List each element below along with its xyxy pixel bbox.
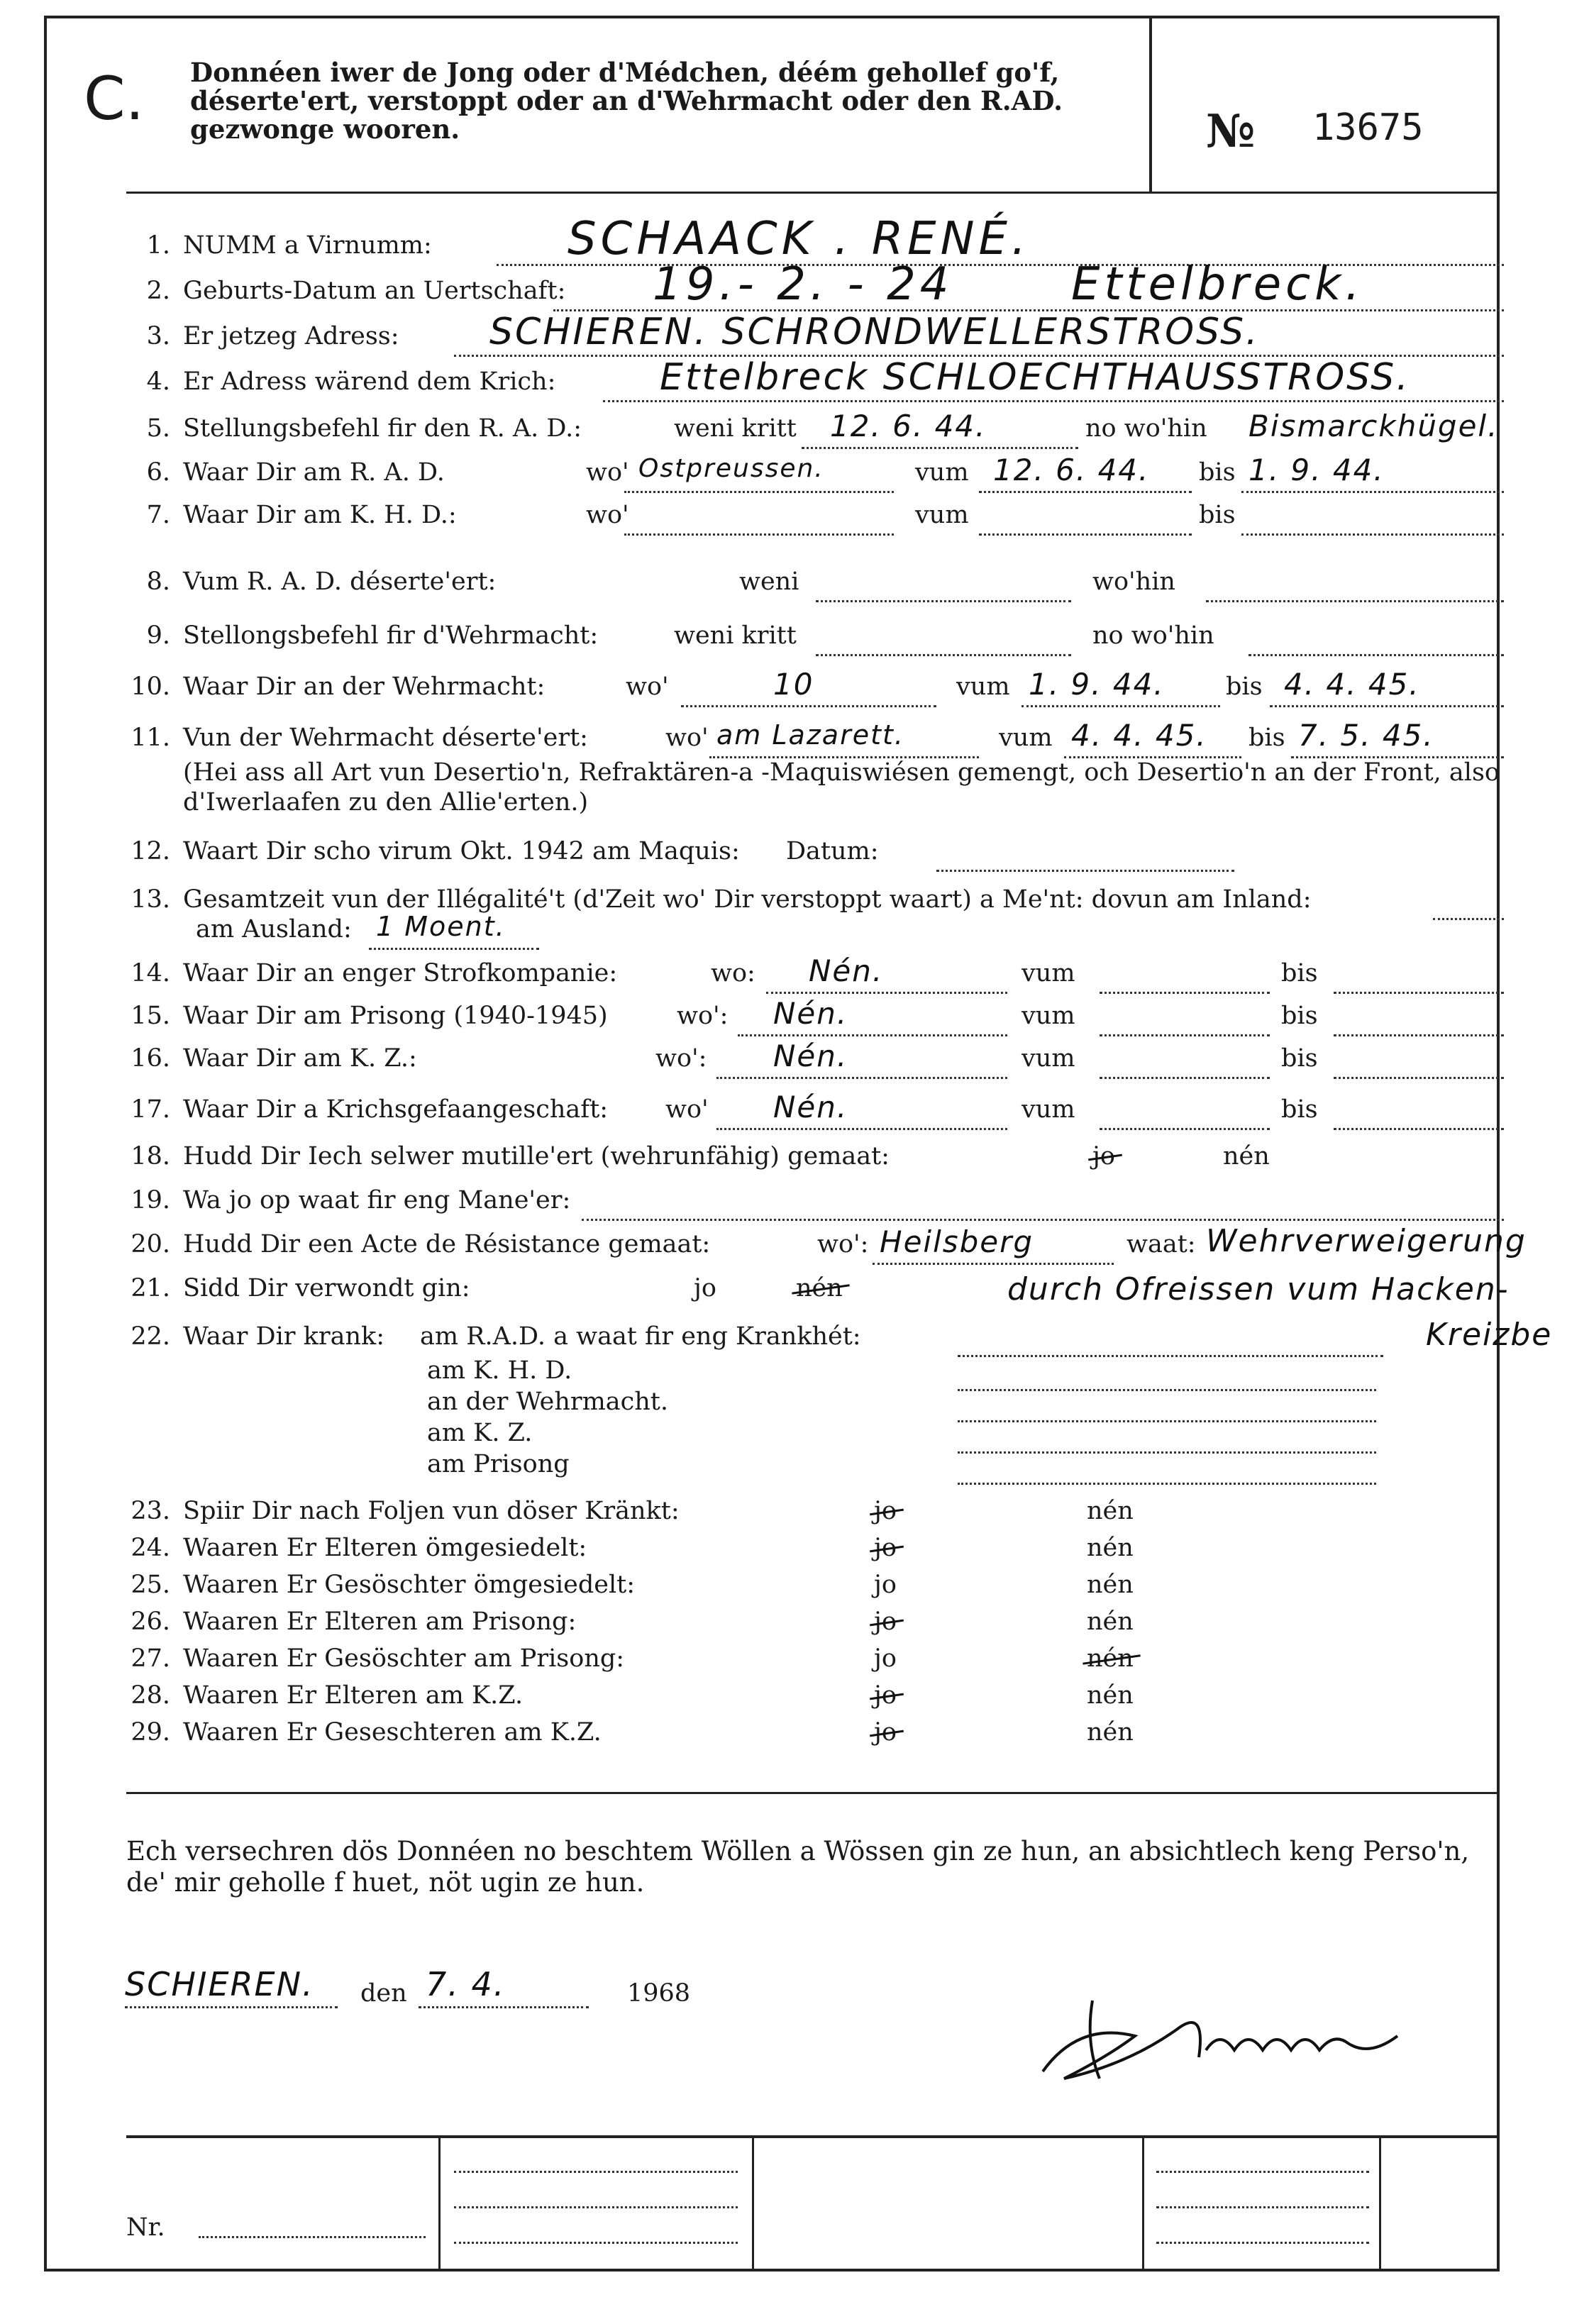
form-row-2: 2. Geburts-Datum an Uertschaft: 19.- 2. - 24 Ettelbreck. [0, 277, 1589, 319]
form-row-6: 6. Waar Dir am R. A. D. wo' Ostpreussen. vum 12. 6. 44. bis 1. 9. 44. [0, 458, 1589, 501]
date-handwriting: 7. 4. [426, 1965, 506, 2003]
form-row-12: 12. Waart Dir scho virum Okt. 1942 am Maquis: Datum: [0, 837, 1589, 880]
sick-sub-kz: am K. Z. [427, 1419, 533, 1447]
jo-crossed: jo [1092, 1142, 1115, 1171]
form-row-3: 3. Er jetzeg Adress: SCHIEREN. SCHRONDWELLERSTROSS. [0, 322, 1589, 365]
form-row-18: 18. Hudd Dir Iech selwer mutille'ert (wehrunfähig) gemaat: jo nén [131, 1142, 1270, 1171]
form-row-13b: am Ausland: 1 Moent. [0, 915, 1589, 958]
form-row-7: 7. Waar Dir am K. H. D.: wo' vum bis [0, 501, 1589, 543]
form-row-5: 5. Stellungsbefehl fir den R. A. D.: weni kritt 12. 6. 44. no wo'hin Bismarckhügel. [0, 414, 1589, 457]
form-row-17: 17. Waar Dir a Krichsgefaangeschaft: wo' Nén. vum bis [0, 1095, 1589, 1138]
nen-crossed: nén [796, 1274, 843, 1302]
declaration-rule [126, 1792, 1500, 1794]
nr-table-top [126, 2135, 1500, 2138]
form-row-10: 10. Waar Dir an der Wehrmacht: wo' 10 vum 1. 9. 44. bis 4. 4. 45. [0, 673, 1589, 715]
place-handwriting: SCHIEREN. [125, 1965, 314, 2003]
form-row-29: 29. Waaren Er Geseschteren am K.Z. jo nén [131, 1718, 1134, 1747]
year-label: 1968 [627, 1979, 691, 2008]
form-row-21: 21. Sidd Dir verwondt gin: jo nén durch Ofreissen vum Hacken- Kreizbe [131, 1271, 1553, 1353]
form-row-1: 1. NUMM a Virnumm: SCHAACK . RENÉ. [0, 231, 1589, 274]
signature-image [1022, 1979, 1419, 2093]
declaration-text: Ech versechren dös Donnéen no beschtem Wöllen a Wössen gin ze hun, an absichtlech keng Perso'n, de' mir geholle f huet, nöt ugin ze hun. [126, 1836, 1470, 1898]
form-row-11: 11. Vun der Wehrmacht déserte'ert: wo' am Lazarett. vum 4. 4. 45. bis 7. 5. 45. [0, 724, 1589, 766]
form-row-23: 23. Spiir Dir nach Foljen vun döser Kränkt: jo nén [131, 1497, 1134, 1525]
section-letter: C. [84, 64, 145, 133]
header-divider [1149, 16, 1152, 193]
form-row-25: 25. Waaren Er Gesöschter ömgesiedelt: jo nén [131, 1571, 1134, 1599]
den-label: den [360, 1979, 407, 2008]
form-row-8: 8. Vum R. A. D. déserte'ert: weni wo'hin [0, 568, 1589, 610]
address-handwriting: SCHIEREN. SCHRONDWELLERSTROSS. [489, 311, 1260, 353]
form-row-26: 26. Waaren Er Elteren am Prisong: jo nén [131, 1608, 1134, 1636]
form-number: 13675 [1312, 106, 1424, 149]
form-row-27: 27. Waaren Er Gesöschter am Prisong: jo nén [131, 1644, 1134, 1673]
number-sign: № [1206, 105, 1256, 158]
name-handwriting: SCHAACK . RENÉ. [568, 213, 1031, 265]
sick-sub-wehrmacht: an der Wehrmacht. [427, 1388, 669, 1416]
form-row-13: 13. Gesamtzeit vun der Illégalité't (d'Zeit wo' Dir verstoppt waart) a Me'nt: dovun am Inland: [0, 885, 1589, 928]
form-row-20: 20. Hudd Dir een Acte de Résistance gemaat: wo': Heilsberg waat: Wehrverweigerung [0, 1230, 1589, 1273]
form-row-16: 16. Waar Dir am K. Z.: wo': Nén. vum bis [0, 1044, 1589, 1087]
sick-sub-prisong: am Prisong [427, 1450, 570, 1478]
form-title: Donnéen iwer de Jong oder d'Médchen, déém gehollef go'f, déserte'ert, verstoppt oder an d'Wehrmacht oder den R.AD. gezwonge wooren. [190, 57, 1063, 145]
form-row-9: 9. Stellongsbefehl fir d'Wehrmacht: weni kritt no wo'hin [0, 621, 1589, 664]
sick-sub-khd: am K. H. D. [427, 1356, 572, 1385]
form-row-14: 14. Waar Dir an enger Strofkompanie: wo: Nén. vum bis [0, 959, 1589, 1002]
form-row-19: 19. Wa jo op waat fir eng Mane'er: [0, 1186, 1589, 1229]
wartime-address-handwriting: Ettelbreck SCHLOECHTHAUSSTROSS. [660, 356, 1410, 399]
form-row-4: 4. Er Adress wärend dem Krich: Ettelbreck SCHLOECHTHAUSSTROSS. [0, 367, 1589, 410]
form-row-24: 24. Waaren Er Elteren ömgesiedelt: jo nén [131, 1534, 1134, 1562]
form-row-22: 22. Waar Dir krank: am R.A.D. a waat fir eng Krankhét: [0, 1322, 1589, 1365]
row-11-note: (Hei ass all Art vun Desertio'n, Refraktären-a -Maquiswiésen gemengt, och Desertio'n an der Front, also d'Iwerlaafen zu den Allie'erten.) [183, 758, 1500, 817]
birthplace-handwriting: Ettelbreck. [1071, 258, 1364, 311]
birthdate-handwriting: 19.- 2. - 24 [653, 258, 953, 311]
form-row-15: 15. Waar Dir am Prisong (1940-1945) wo': Nén. vum bis [0, 1002, 1589, 1044]
nr-label: Nr. [126, 2213, 165, 2242]
form-row-28: 28. Waaren Er Elteren am K.Z. jo nén [131, 1681, 1134, 1710]
header-rule [126, 192, 1500, 194]
